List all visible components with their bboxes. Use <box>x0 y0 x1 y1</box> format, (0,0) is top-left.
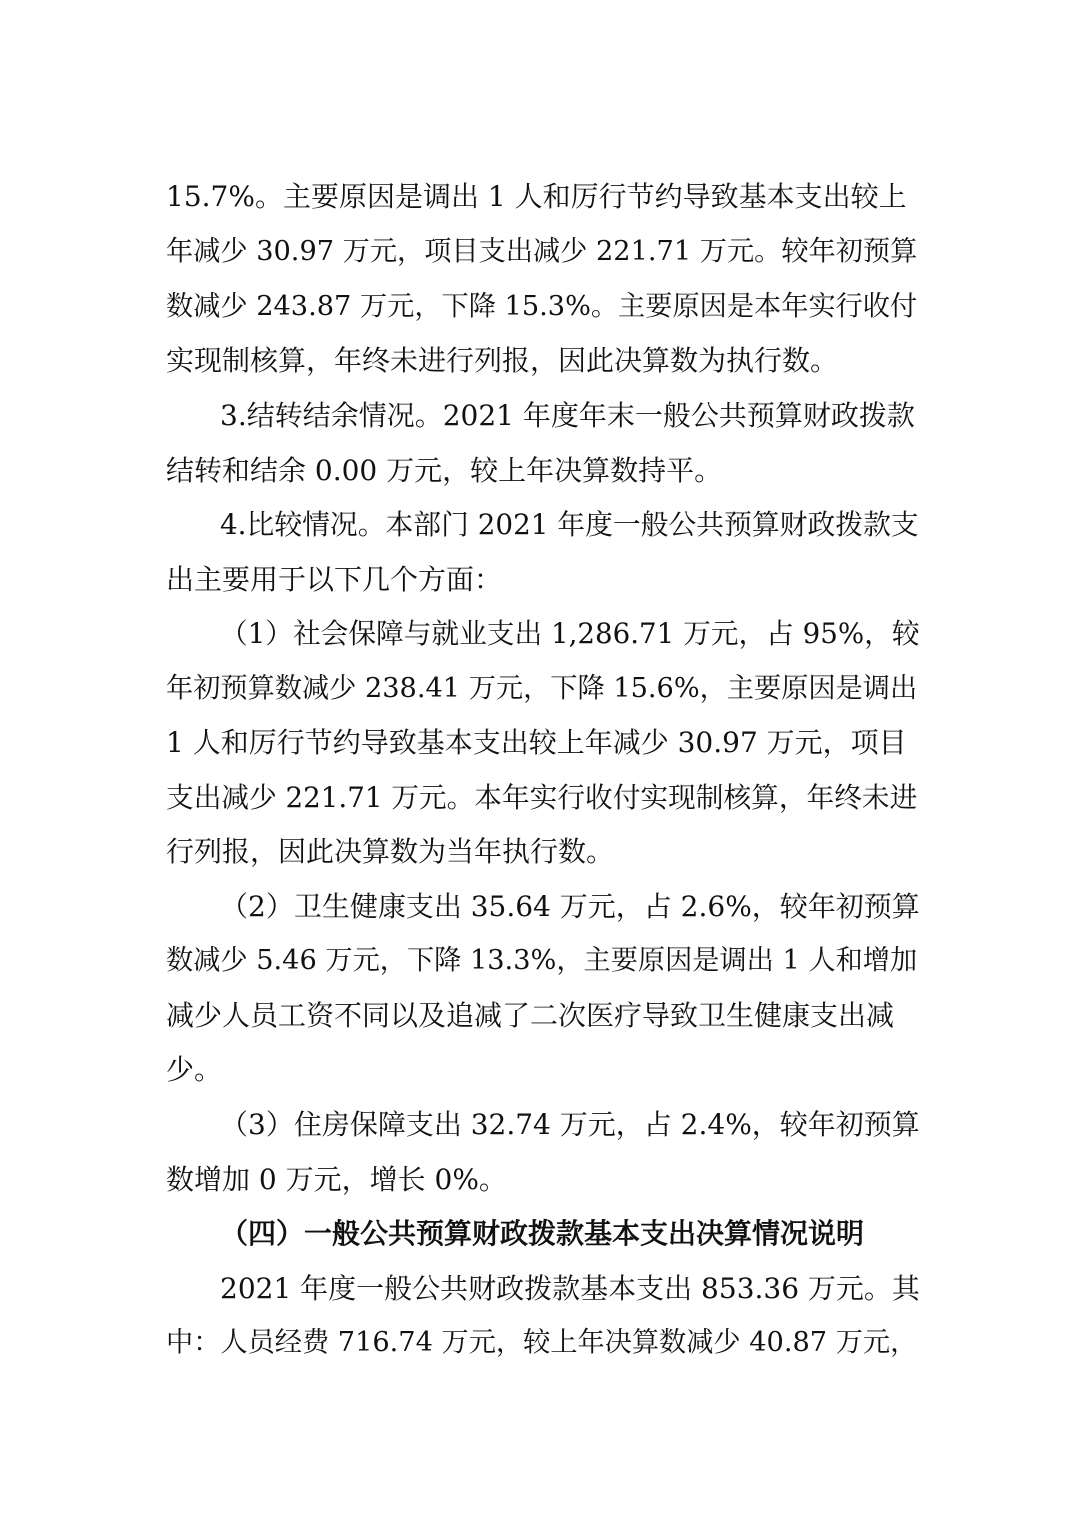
text-line: 1 人和厉行节约导致基本支出较上年减少 30.97 万元，项目 <box>166 726 907 759</box>
text-line: 4.比较情况。本部门 2021 年度一般公共预算财政拨款支 <box>220 508 919 541</box>
text-line: 实现制核算，年终未进行列报，因此决算数为执行数。 <box>166 344 839 377</box>
text-line: 年初预算数减少 238.41 万元，下降 15.6%，主要原因是调出 <box>166 673 918 704</box>
text-line: 结转和结余 0.00 万元，较上年决算数持平。 <box>166 454 723 487</box>
text-line: 支出减少 221.71 万元。本年实行收付实现制核算，年终未进 <box>166 781 918 814</box>
text-line: （1）社会保障与就业支出 1,286.71 万元，占 95%，较 <box>220 617 920 650</box>
text-line: 数减少 243.87 万元，下降 15.3%。主要原因是本年实行收付 <box>166 291 918 322</box>
text-line: 减少人员工资不同以及追减了二次医疗导致卫生健康支出减 <box>166 999 895 1032</box>
text-line: 15.7%。主要原因是调出 1 人和厉行节约导致基本支出较上 <box>166 180 907 213</box>
text-line: 数减少 5.46 万元，下降 13.3%，主要原因是调出 1 人和增加 <box>166 945 918 976</box>
text-line: 行列报，因此决算数为当年执行数。 <box>166 835 615 868</box>
section-heading: （四）一般公共预算财政拨款基本支出决算情况说明 <box>220 1217 865 1250</box>
text-line: 年减少 30.97 万元，项目支出减少 221.71 万元。较年初预算 <box>166 236 918 267</box>
text-line: （2）卫生健康支出 35.64 万元，占 2.6%，较年初预算 <box>220 890 920 923</box>
text-line: 数增加 0 万元，增长 0%。 <box>166 1163 507 1196</box>
text-line: 出主要用于以下几个方面： <box>166 563 503 596</box>
text-line: 中：人员经费 716.74 万元，较上年决算数减少 40.87 万元， <box>166 1327 918 1358</box>
text-line: 2021 年度一般公共财政拨款基本支出 853.36 万元。其 <box>220 1272 920 1305</box>
text-line: 少。 <box>166 1053 223 1086</box>
text-line: （3）住房保障支出 32.74 万元，占 2.4%，较年初预算 <box>220 1108 920 1141</box>
text-line: 3.结转结余情况。2021 年度年末一般公共预算财政拨款 <box>220 399 915 432</box>
